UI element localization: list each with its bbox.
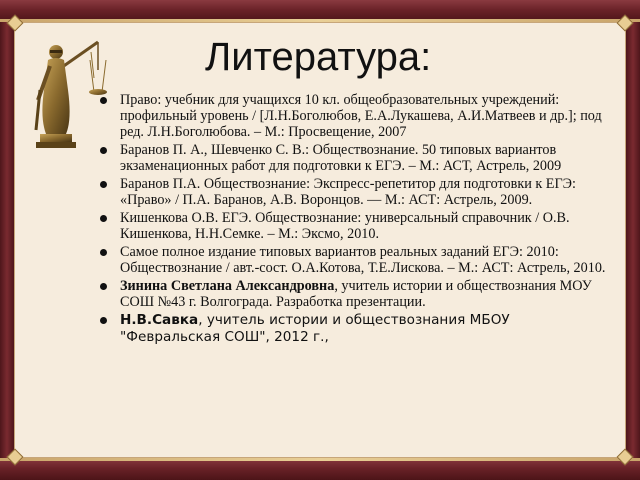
author-credit [100,278,610,310]
bullet-icon [100,97,107,104]
author-details: , учитель истории и обществознания МБОУ "Февральская СОШ", 2012 г., [120,312,510,345]
author-details: , учитель истории и обществознания МОУ СОШ №43 г. Волгограда. Разработка презентации. [120,278,592,310]
bullet-icon [100,317,107,324]
reference-item [100,142,610,174]
slide-title: Литература: [205,35,432,79]
reference-item [100,244,610,276]
author-name: Зинина Светлана Александровна [120,278,335,294]
reference-item [100,92,610,140]
reference-text: Самое полное издание типовых вариантов реальных заданий ЕГЭ: 2010: Обществознание / авт.-сост. О.А.Котова, Т.Е.Лискова. – М.: АСТ: Астрель, 2010. [120,244,606,276]
author-credit [100,312,610,346]
reference-text: Кишенкова О.В. ЕГЭ. Обществознание: универсальный справочник / О.В. Кишенкова, Н.Н.Семке. – М.: Эксмо, 2010. [120,210,570,242]
reference-text: Баранов П.А. Обществознание: Экспресс-репетитор для подготовки к ЕГЭ: «Право» / П.А. Баранов, А.В. Воронцов. — М.: АСТ: Астрель, 2009. [120,176,576,208]
right-border [626,22,640,458]
author-name: Н.В.Савка [120,312,199,328]
bullet-icon [100,215,107,222]
reference-list [100,92,610,348]
reference-text: Баранов П. А., Шевченко С. В.: Обществознание. 50 типовых вариантов экзаменационных работ для подготовки к ЕГЭ. – М.: АСТ, Астрель, 2009 [120,142,562,174]
reference-item [100,176,610,208]
bottom-border [0,458,640,480]
bullet-icon [100,283,107,290]
top-border [0,0,640,22]
lady-justice-statue-icon [28,30,108,150]
reference-text: Право: учебник для учащихся 10 кл. общеобразовательных учреждений: профильный уровень / [Л.Н.Боголюбов, Е.А.Лукашева, А.И.Матвеев и др.]; под ред. Л.Н.Боголюбова. – М.: Просвещение, 2007 [120,92,602,140]
left-border [0,22,14,458]
bullet-icon [100,181,107,188]
bullet-icon [100,147,107,154]
reference-item [100,210,610,242]
bullet-icon [100,249,107,256]
